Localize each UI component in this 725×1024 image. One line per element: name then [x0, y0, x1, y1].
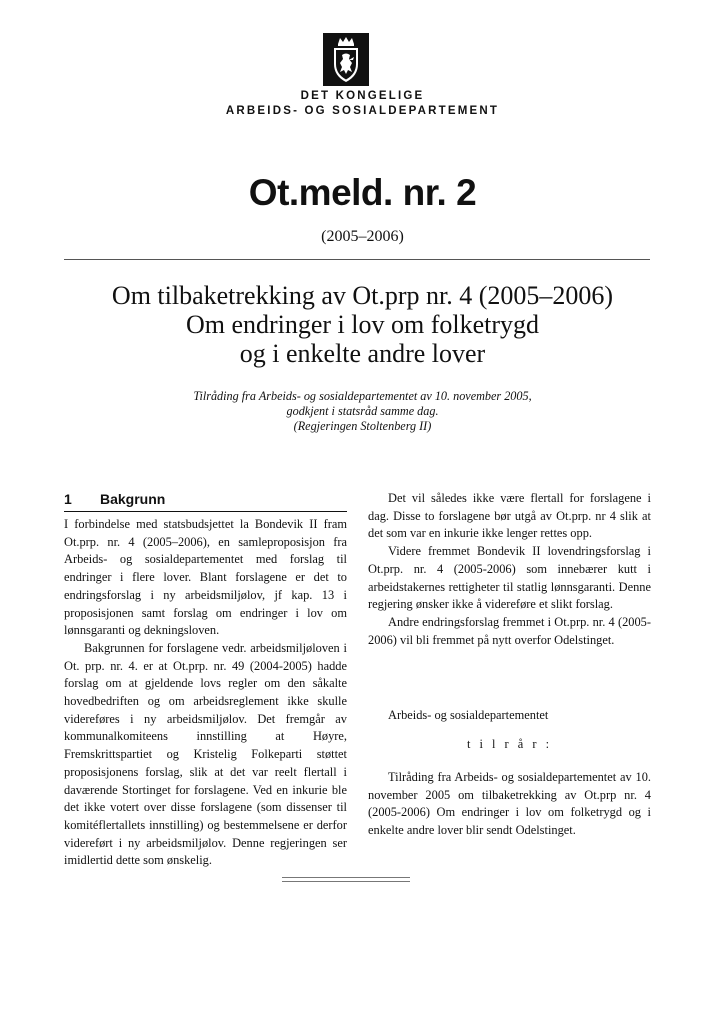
paragraph: Videre fremmet Bondevik II lovendringsforslag i Ot.prp. nr. 4 (2005-2006) som innebærer kutt i arbeidstakernes rettigheter til statlig lønnsgaranti. Denne regjering ønsker ikke å videreføre et slikt forslag. [368, 544, 651, 612]
section-heading [64, 491, 165, 507]
main-title-line: og i enkelte andre lover [239, 339, 486, 368]
document-title: Ot.meld. nr. 2 [248, 172, 477, 213]
paragraph: Bakgrunnen for forslagene vedr. arbeidsmiljøloven i Ot. prp. nr. 4. er at Ot.prp. nr. 49 (2004-2005) hadde forslag om at gjeldende lovs regler om den såkalte hovedbedriften og om arbeidsreglement ikke skulle videreføres i ny arbeidsmiljølov. Det fremgår av kommunalkomiteens innstilling at Høyre, Fremskrittspartiet og Kristelig Folkeparti støttet proposisjonens forslag, slik at det var reelt flertall i daværende Stortinget for forslagene. Ved en inkurie ble det ikke votert over disse forslagene (som dissenser til komitéflertallets innstilling) og bestemmelsene er derfor videreført i ny arbeidsmiljølov. Denne regjeringen ser imidlertid dette som ønskelig. [64, 640, 347, 868]
subtitle-line: godkjent i statsråd samme dag. [286, 404, 439, 418]
paragraph: I forbindelse med statsbudsjettet la Bondevik II fram Ot.prp. nr. 4 (2005–2006), en samleproposisjon fra Arbeids- og sosialdepartementet med forslag til endringer i flere lover. Blant forslagene er det to endringsforslag i ny arbeidsmiljølov, jf kap. 13 i proposisjonen samt forslag om endringer i lov om lønnsgaranti og dekningsloven. [64, 517, 347, 638]
paragraph: Det vil således ikke være flertall for forslagene i dag. Disse to forslagene bør utgå av Ot.prp. nr 4 slik at det som var en inkurie ikke lenger rettes opp. [368, 491, 651, 541]
norwegian-coat-of-arms-icon [323, 33, 369, 86]
main-title-line: Om tilbaketrekking av Ot.prp nr. 4 (2005–2006) [111, 281, 614, 310]
left-column [64, 516, 347, 870]
right-column [368, 490, 651, 649]
main-title [60, 281, 665, 368]
subtitle-line: Tilråding fra Arbeids- og sosialdepartementet av 10. november 2005, [193, 389, 532, 403]
section-number: 1 [64, 491, 72, 507]
department-line-1: DET KONGELIGE [300, 90, 425, 102]
subtitle [110, 389, 615, 434]
section-title: Bakgrunn [100, 491, 166, 507]
section-heading-rule [64, 511, 347, 512]
end-rule-bottom [282, 881, 410, 882]
closing-paragraph [368, 769, 651, 840]
paragraph: Tilråding fra Arbeids- og sosialdepartementet av 10. november 2005 om tilbaketrekking av Ot.prp nr. 4 (2005-2006) Om endringer i lov om folketrygd og i enkelte andre lover blir sendt Odelstinget. [368, 770, 651, 838]
title-divider [64, 259, 650, 260]
signature-department: Arbeids- og sosialdepartementet [388, 708, 549, 722]
department-line-2: ARBEIDS- OG SOSIALDEPARTEMENT [225, 105, 500, 117]
end-rule-top [282, 877, 410, 878]
main-title-line: Om endringer i lov om folketrygd [185, 310, 540, 339]
paragraph: Andre endringsforslag fremmet i Ot.prp. nr. 4 (2005-2006) vil bli fremmet på nytt overfor Odelstinget. [368, 614, 651, 647]
document-year: (2005–2006) [321, 228, 404, 245]
subtitle-line: (Regjeringen Stoltenberg II) [293, 419, 432, 433]
tilrar-label: t i l r å r : [466, 737, 553, 751]
